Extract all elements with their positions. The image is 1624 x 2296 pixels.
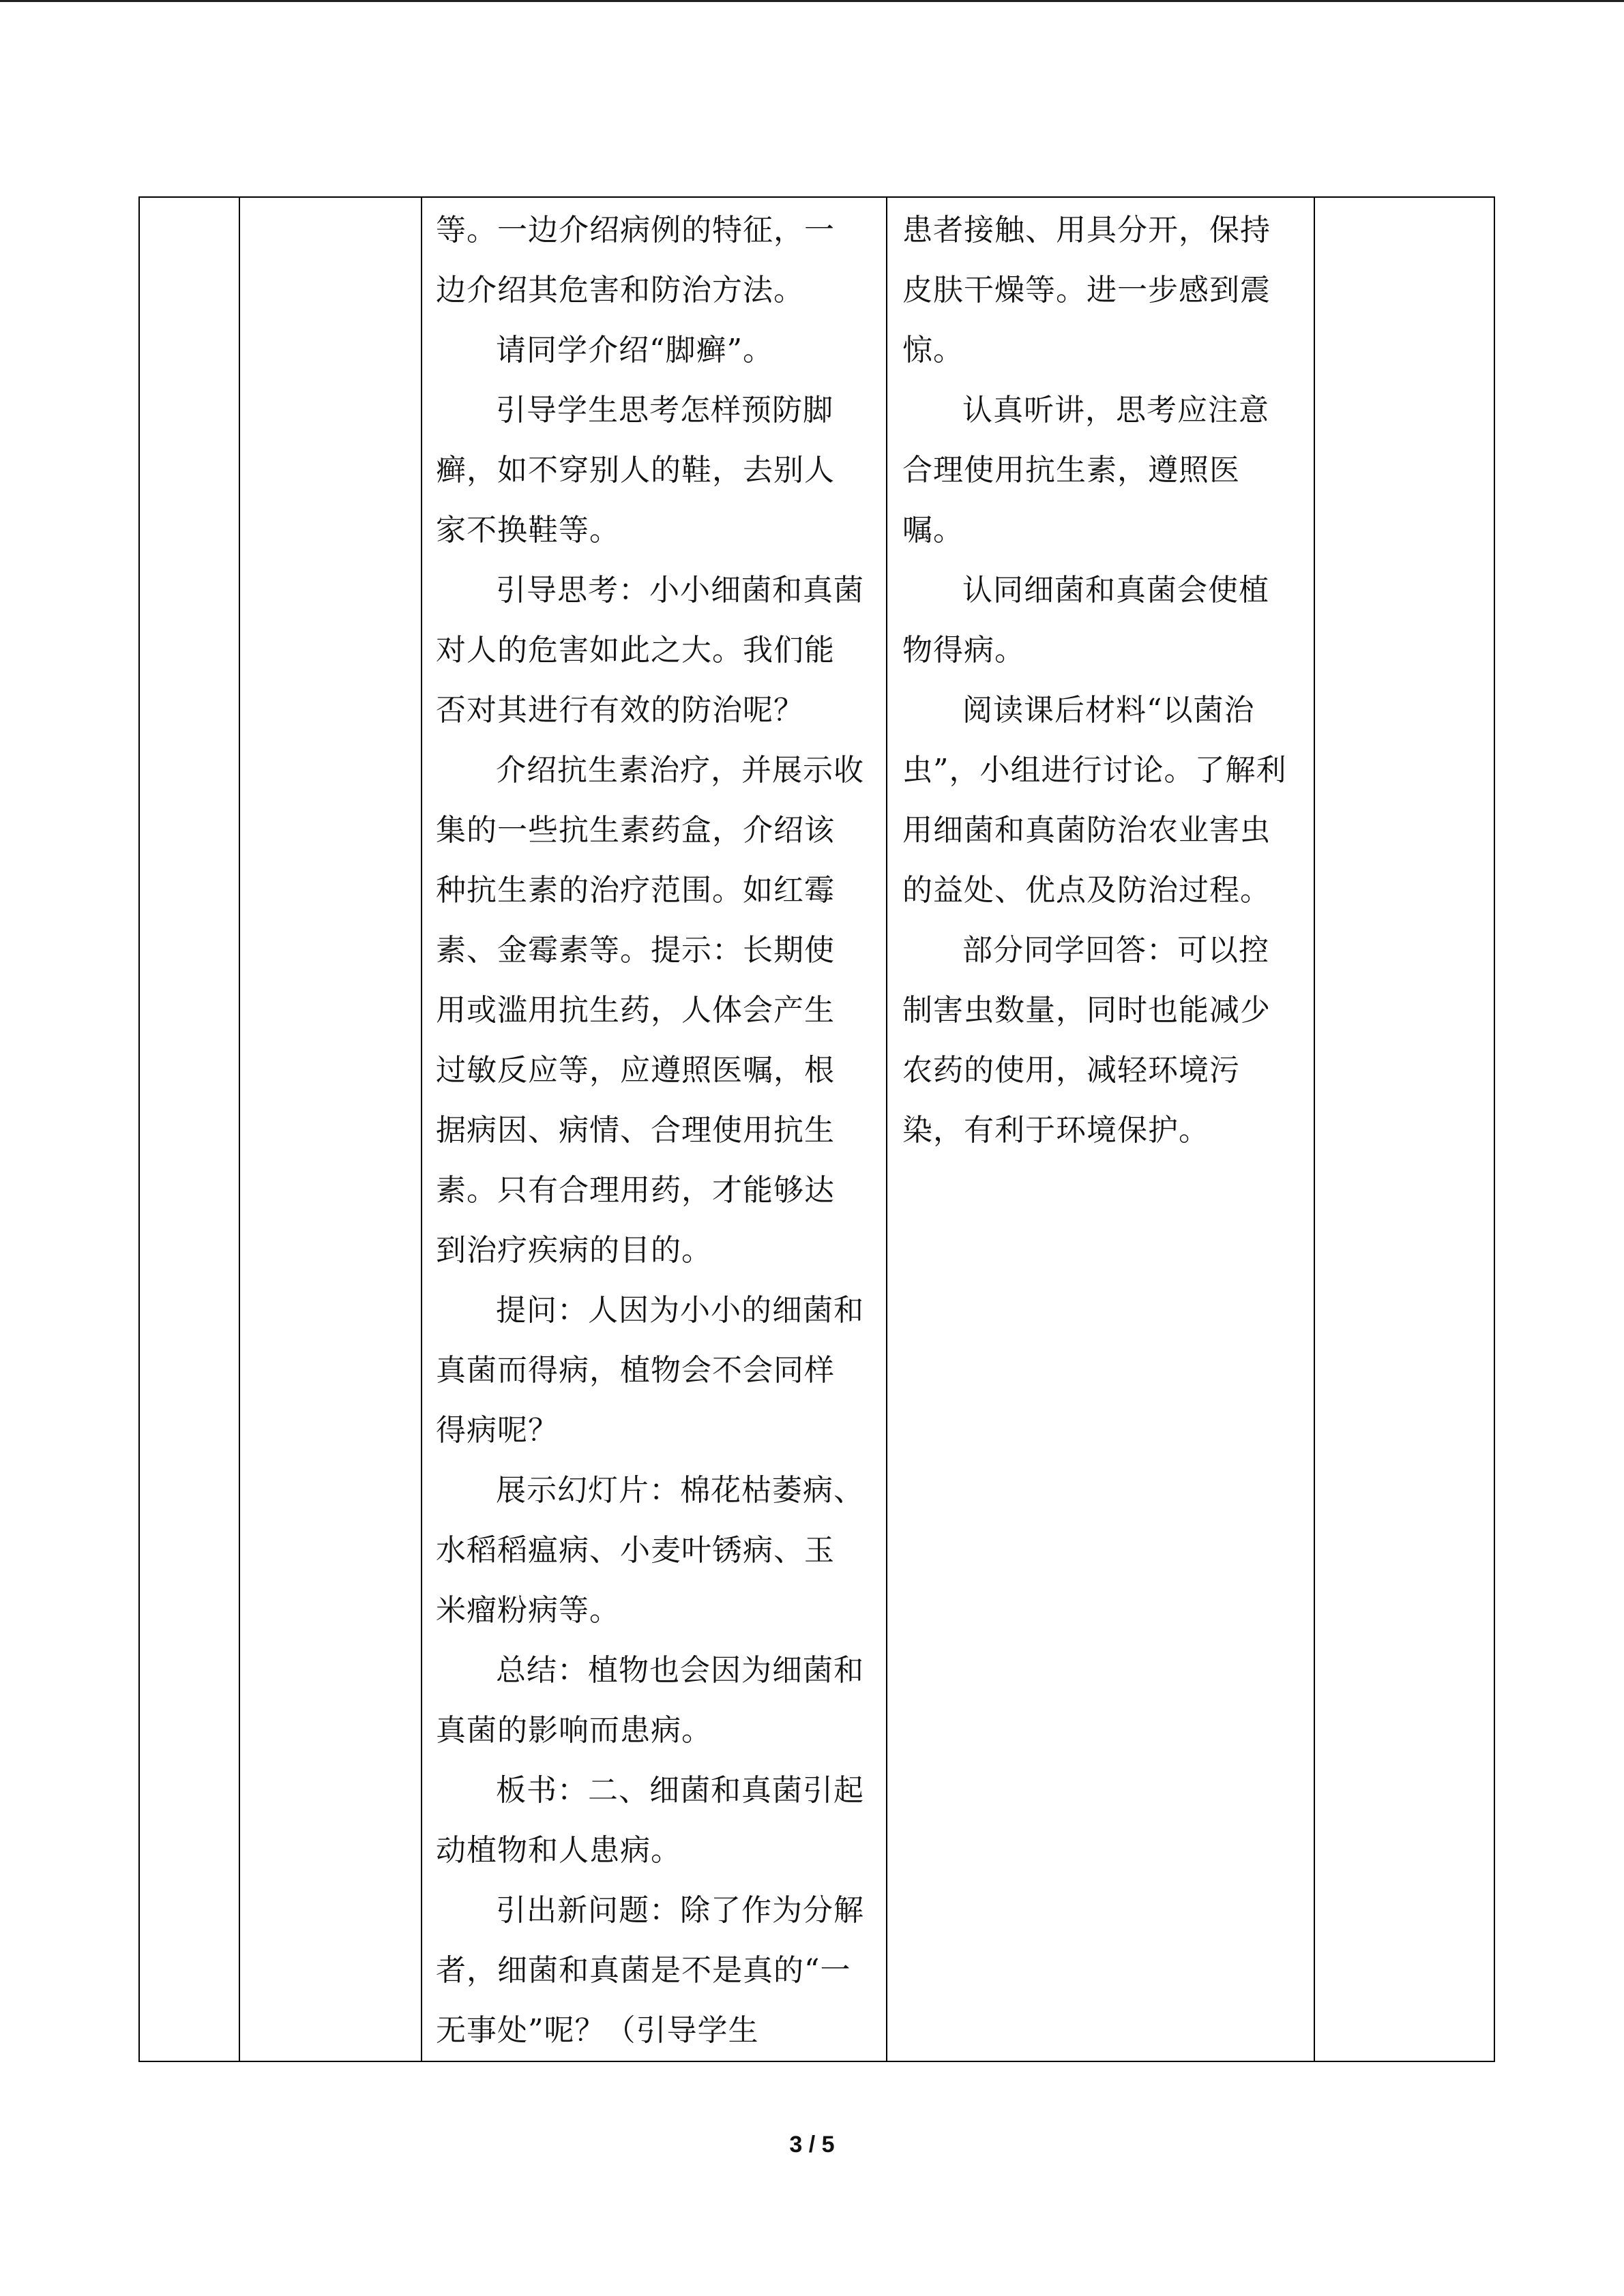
student-paragraph: 部分同学回答：可以控制害虫数量，同时也能减少农药的使用，减轻环境污染，有利于环境保护。 <box>902 933 1271 1148</box>
empty-cell-5 <box>1314 197 1494 2061</box>
teacher-paragraph: 引出新问题：除了作为分解者，细菌和真菌是不是真的“一无事处”呢？（引导学生 <box>436 1893 864 2048</box>
teacher-paragraph: 介绍抗生素治疗，并展示收集的一些抗生素药盒，介绍该种抗生素的治疗范围。如红霉素、金霉素等。提示：长期使用或滥用抗生药，人体会产生过敏反应等，应遵照医嘱，根据病因、病情、合理使用抗生素。只有合理用药，才能够达到治疗疾病的目的。 <box>436 753 864 1268</box>
lesson-plan-table <box>138 196 1495 2062</box>
student-activity-text <box>887 198 1314 1161</box>
student-paragraph: 患者接触、用具分开，保持皮肤干燥等。进一步感到震惊。 <box>902 213 1271 368</box>
teacher-activity-text <box>422 198 886 2061</box>
student-activity-cell <box>887 197 1314 2061</box>
teacher-paragraph: 板书：二、细菌和真菌引起动植物和人患病。 <box>436 1773 864 1868</box>
teacher-paragraph: 请同学介绍“脚癣”。 <box>496 333 773 368</box>
student-paragraph: 认真听讲，思考应注意合理使用抗生素，遵照医嘱。 <box>902 393 1269 548</box>
student-paragraph: 认同细菌和真菌会使植物得病。 <box>902 573 1269 668</box>
teacher-paragraph: 引导思考：小小细菌和真菌对人的危害如此之大。我们能否对其进行有效的防治呢？ <box>436 573 864 728</box>
table-row <box>139 197 1494 2061</box>
student-paragraph: 阅读课后材料“以菌治虫”，小组进行讨论。了解利用细菌和真菌防治农业害虫的益处、优点及防治过程。 <box>902 693 1287 908</box>
teacher-paragraph: 等。一边介绍病例的特征，一边介绍其危害和防治方法。 <box>436 213 835 308</box>
page-top-rule <box>0 0 1624 2</box>
teacher-paragraph: 引导学生思考怎样预防脚癣，如不穿别人的鞋，去别人家不换鞋等。 <box>436 393 835 548</box>
teacher-paragraph: 展示幻灯片：棉花枯萎病、水稻稻瘟病、小麦叶锈病、玉米瘤粉病等。 <box>436 1473 864 1628</box>
teacher-paragraph: 提问：人因为小小的细菌和真菌而得病，植物会不会同样得病呢？ <box>436 1293 864 1448</box>
page-number: 3 / 5 <box>789 2132 835 2158</box>
teacher-activity-cell <box>422 197 887 2061</box>
teacher-paragraph: 总结：植物也会因为细菌和真菌的影响而患病。 <box>436 1653 864 1748</box>
empty-cell-2 <box>239 197 422 2061</box>
empty-cell-1 <box>139 197 239 2061</box>
